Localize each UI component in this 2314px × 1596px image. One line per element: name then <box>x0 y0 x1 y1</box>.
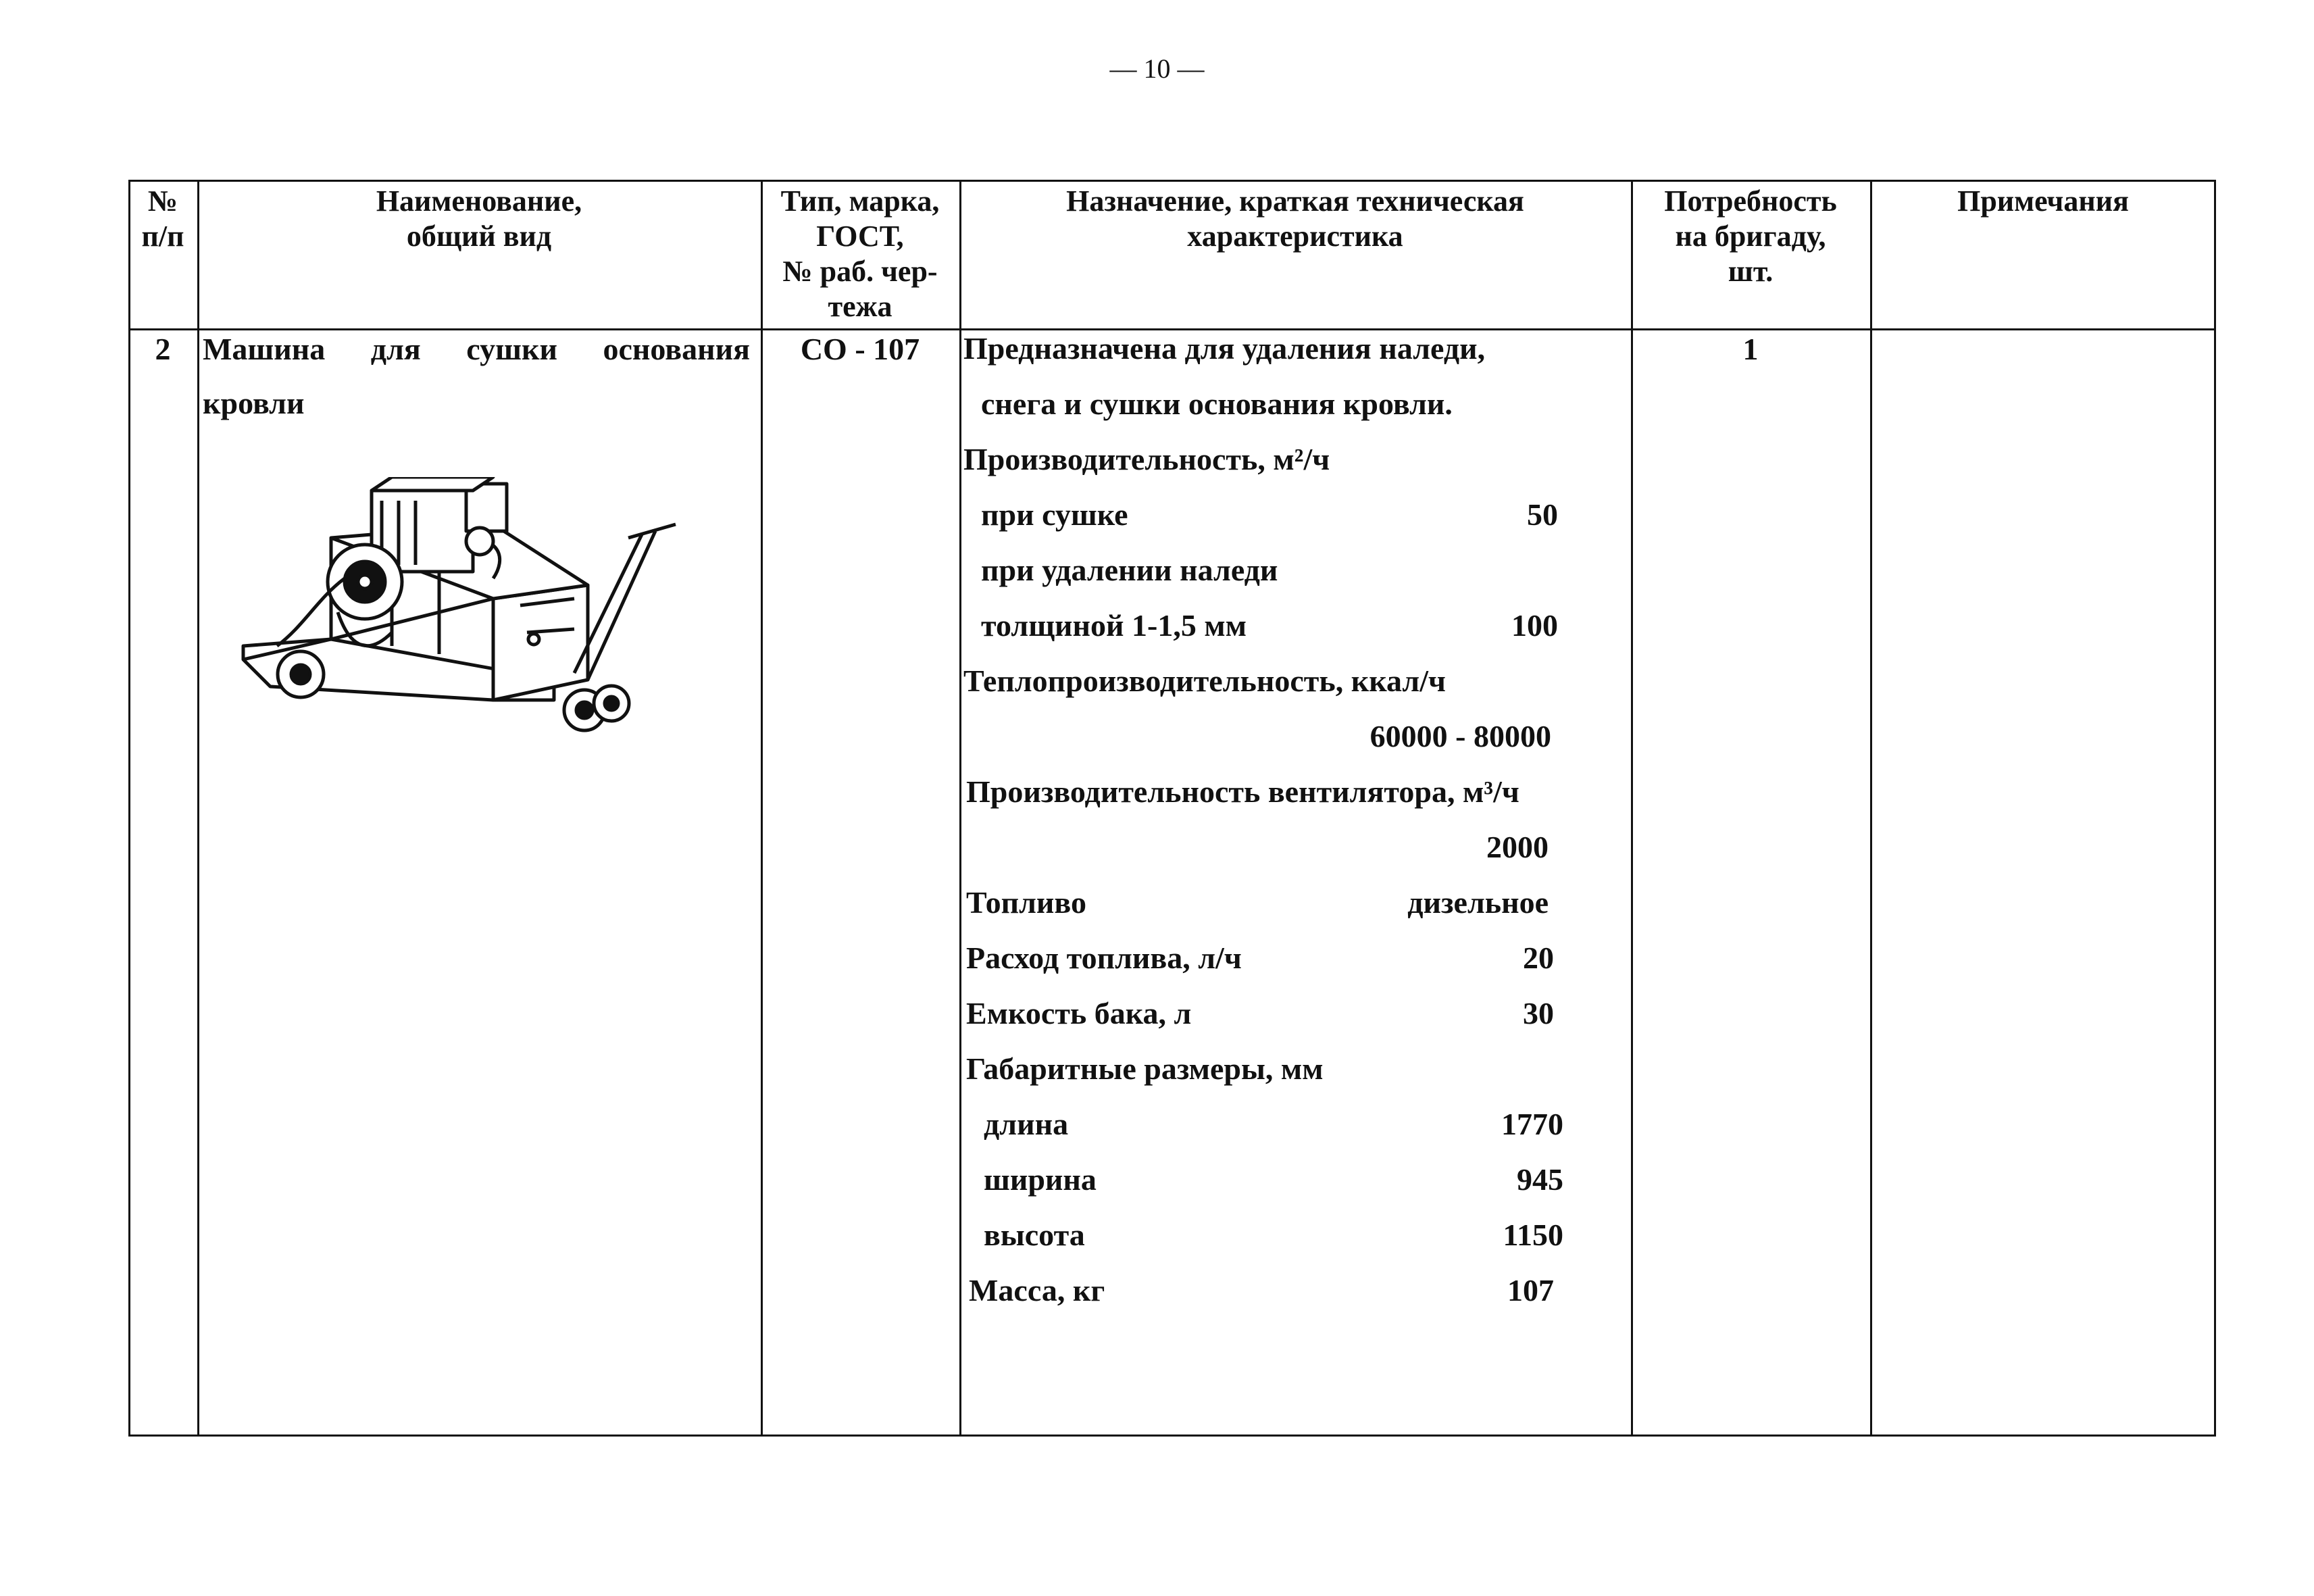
spec-row <box>963 384 1612 424</box>
spec-row <box>963 661 1612 701</box>
row-need: 1 <box>1742 332 1759 366</box>
spec-value: 100 <box>1511 608 1558 643</box>
row-type: СО - 107 <box>800 332 920 366</box>
header-name <box>197 184 761 254</box>
spec-row <box>963 1270 1612 1311</box>
header-line: общий вид <box>406 220 552 253</box>
header-line: ГОСТ, <box>816 220 904 253</box>
row-name-line2: кровли <box>203 386 305 420</box>
spec-row <box>963 827 1612 868</box>
spec-row <box>963 495 1612 535</box>
header-line: на бригаду, <box>1675 220 1826 253</box>
spec-row <box>963 1215 1612 1255</box>
header-number <box>128 184 197 254</box>
spec-row <box>963 772 1612 812</box>
header-line: шт. <box>1728 255 1774 288</box>
spec-label: Топливо <box>966 885 1086 920</box>
spec-value: 20 <box>1523 941 1554 975</box>
header-type <box>761 184 959 324</box>
spec-row <box>963 1049 1612 1089</box>
spec-label: Расход топлива, л/ч <box>966 941 1242 975</box>
row-name <box>203 331 750 422</box>
header-purpose <box>959 184 1631 254</box>
spec-label: при сушке <box>981 497 1128 532</box>
spec-value: 50 <box>1527 497 1558 532</box>
spec-value: 107 <box>1507 1273 1554 1307</box>
row-name-line1 <box>203 331 750 368</box>
name-word: Машина <box>203 332 326 366</box>
spec-row <box>963 993 1612 1034</box>
name-word: для <box>370 332 421 366</box>
page-number: — 10 — <box>1109 53 1205 84</box>
spec-label: при удалении наледи <box>981 553 1278 587</box>
header-line: Тип, марка, <box>780 184 940 218</box>
header-line: Примечания <box>1957 184 2129 218</box>
spec-value: 30 <box>1523 996 1554 1030</box>
header-line: № раб. чер- <box>782 255 938 288</box>
spec-value: дизельное <box>1407 885 1549 920</box>
spec-label: Предназначена для удаления наледи, <box>963 331 1486 366</box>
spec-row <box>963 938 1612 978</box>
column-divider <box>761 180 763 1437</box>
spec-value: 1150 <box>1503 1218 1563 1252</box>
spec-row <box>963 328 1612 369</box>
name-word: основания <box>603 332 750 366</box>
spec-value: 1770 <box>1501 1107 1563 1141</box>
spec-label: ширина <box>984 1162 1097 1197</box>
column-divider <box>197 180 199 1437</box>
spec-label: снега и сушки основания кровли. <box>981 386 1453 421</box>
column-divider <box>959 180 961 1437</box>
header-need <box>1631 184 1870 289</box>
spec-value: 2000 <box>1486 830 1549 864</box>
spec-row <box>963 439 1612 480</box>
column-divider <box>1870 180 1872 1437</box>
spec-label: Габаритные размеры, мм <box>966 1051 1324 1086</box>
header-line: характеристика <box>1187 220 1403 253</box>
header-line: Потребность <box>1664 184 1837 218</box>
spec-row <box>963 716 1612 757</box>
spec-row <box>963 550 1612 591</box>
spec-row <box>963 605 1612 646</box>
header-notes <box>1870 184 2216 219</box>
header-line: № <box>147 184 178 218</box>
spec-value: 945 <box>1517 1162 1563 1197</box>
spec-label: Производительность, м²/ч <box>963 442 1330 476</box>
spec-label: Теплопроизводительность, ккал/ч <box>963 664 1446 698</box>
header-line: тежа <box>828 290 892 323</box>
spec-label: длина <box>984 1107 1069 1141</box>
roof-drying-machine-icon <box>236 477 696 764</box>
spec-label: Производительность вентилятора, м³/ч <box>966 774 1519 809</box>
spec-row <box>963 882 1612 923</box>
spec-value: 60000 - 80000 <box>1369 719 1551 753</box>
spec-label: высота <box>984 1218 1085 1252</box>
header-line: Назначение, краткая техническая <box>1066 184 1524 218</box>
row-number: 2 <box>155 332 171 366</box>
header-line: Наименование, <box>376 184 582 218</box>
spec-row <box>963 1104 1612 1145</box>
header-line: п/п <box>141 220 184 253</box>
spec-label: Емкость бака, л <box>966 996 1192 1030</box>
name-word: сушки <box>466 332 557 366</box>
column-divider <box>1631 180 1633 1437</box>
spec-row <box>963 1159 1612 1200</box>
equipment-table <box>128 180 2216 1437</box>
spec-label: Масса, кг <box>969 1273 1105 1307</box>
spec-label: толщиной 1-1,5 мм <box>981 608 1247 643</box>
